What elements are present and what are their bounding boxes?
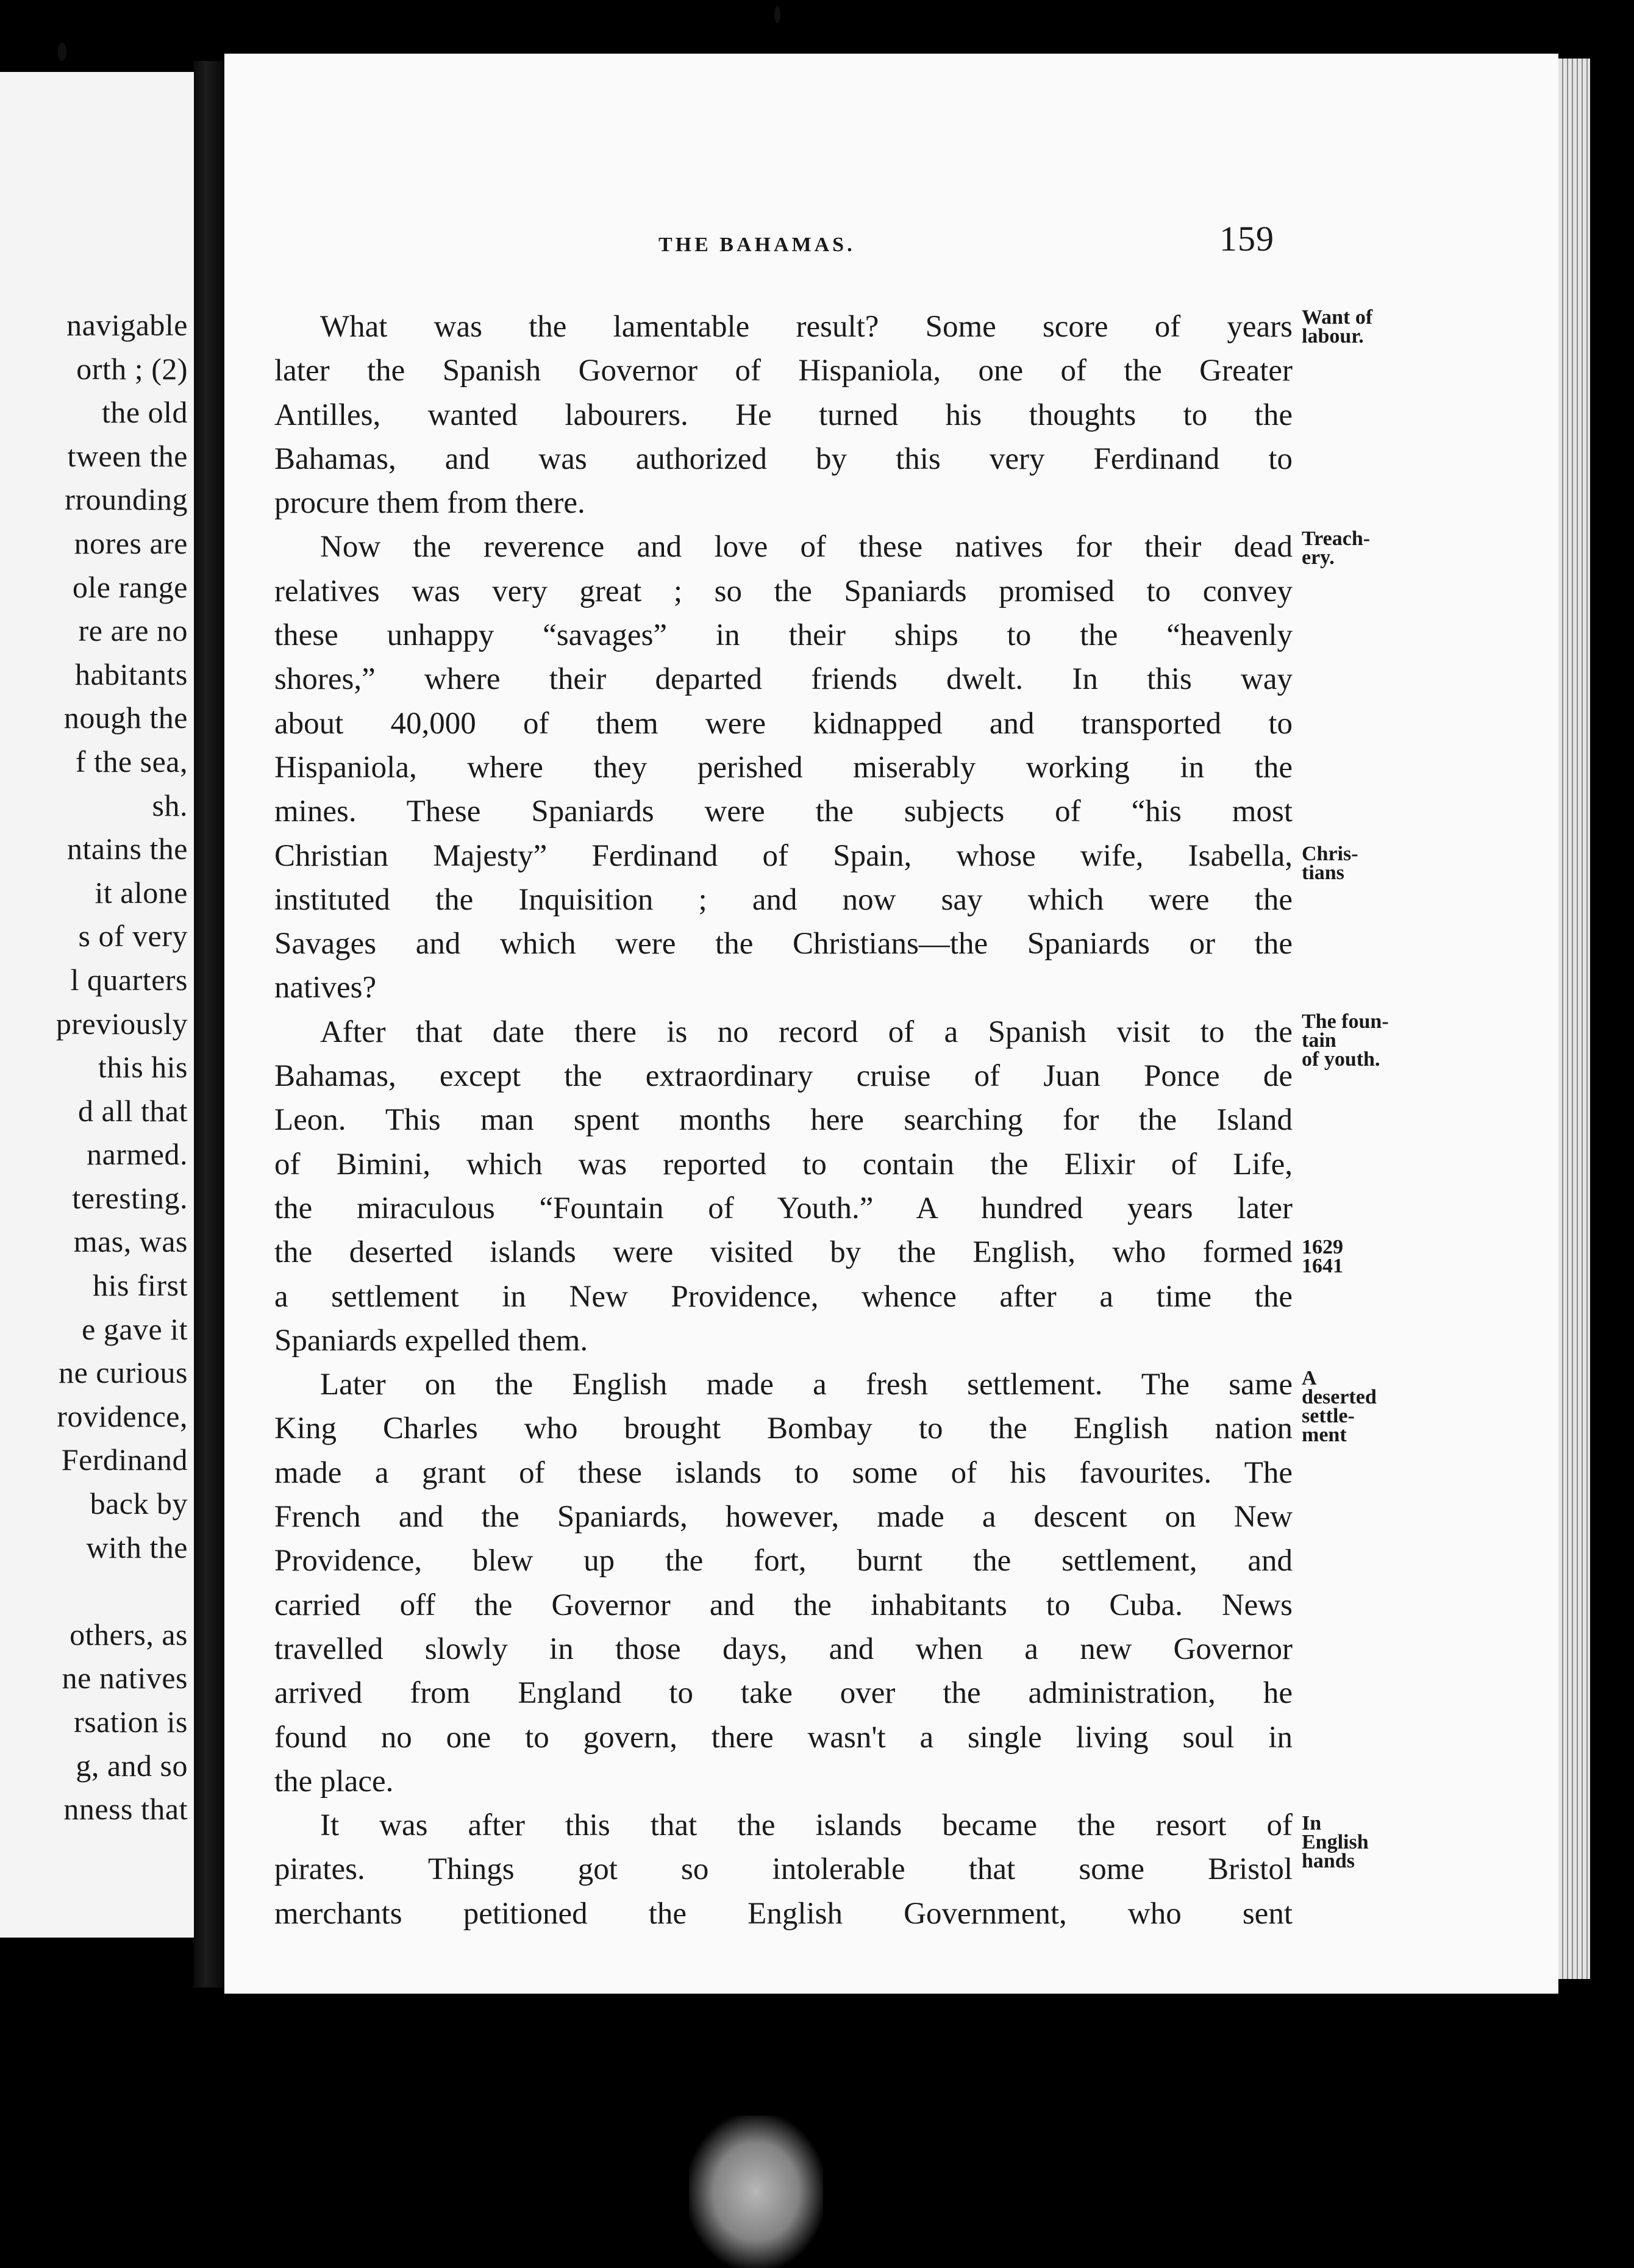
text-line: Now the reverence and love of these natives for their dead <box>320 530 1293 565</box>
margin-note-line: The foun- <box>1302 1010 1389 1033</box>
text-line: procure them from there. <box>274 486 585 521</box>
margin-note-line: A <box>1302 1367 1317 1389</box>
margin-note-line: hands <box>1302 1850 1355 1872</box>
text-line: mines. These Spaniards were the subjects of “his most <box>274 794 1293 829</box>
text-line: these unhappy “savages” in their ships to the “heavenly <box>274 618 1293 653</box>
facing-line: his first <box>93 1268 188 1303</box>
facing-line: nough the <box>63 701 188 735</box>
margin-note-line: tians <box>1302 861 1344 884</box>
facing-line: narmed. <box>87 1137 188 1172</box>
margin-note-line: of youth. <box>1302 1048 1380 1071</box>
text-line: Savages and which were the Christians—the Spaniards or the <box>274 927 1293 961</box>
facing-line: orth ; (2) <box>76 351 188 386</box>
margin-note-line: ment <box>1302 1424 1347 1446</box>
facing-page <box>0 72 194 1938</box>
margin-note-english-hands <box>1302 1814 1424 1870</box>
page-number: 159 <box>1219 219 1274 259</box>
body-text <box>274 305 1293 1936</box>
text-line: Leon. This man spent months here searching for the Island <box>274 1103 1293 1138</box>
facing-line: this his <box>98 1050 188 1085</box>
margin-note-deserted-settlement <box>1302 1369 1424 1444</box>
text-line: French and the Spaniards, however, made a descent on New <box>274 1500 1293 1535</box>
text-line: What was the lamentable result? Some score of years <box>320 310 1293 344</box>
facing-line: teresting. <box>72 1180 188 1215</box>
facing-line: rrounding <box>65 482 188 517</box>
facing-line: with the <box>86 1530 188 1564</box>
text-line: It was after this that the islands became the resort of <box>320 1808 1293 1843</box>
margin-note-line: 1629 <box>1302 1236 1343 1258</box>
text-line: the deserted islands were visited by the English, who formed <box>274 1235 1293 1270</box>
text-line: Providence, blew up the fort, burnt the settlement, and <box>274 1544 1293 1578</box>
text-line: instituted the Inquisition ; and now say which were the <box>274 882 1293 917</box>
margin-note-line: labour. <box>1302 325 1364 348</box>
text-line: After that date there is no record of a Spanish visit to the <box>320 1015 1293 1049</box>
margin-note-line: Chris- <box>1302 843 1358 865</box>
facing-line: tween the <box>67 438 188 473</box>
running-head: THE BAHAMAS. <box>658 234 855 256</box>
text-line: later the Spanish Governor of Hispaniola, one of the Greater <box>274 354 1293 388</box>
facing-line: l quarters <box>70 962 188 997</box>
text-line: pirates. Things got so intolerable that some Bristol <box>274 1852 1293 1887</box>
facing-line: re are no <box>78 613 188 648</box>
margin-note-line: deserted <box>1302 1386 1377 1408</box>
margin-note-line: settle- <box>1302 1405 1355 1427</box>
text-line: travelled slowly in those days, and when a new Governor <box>274 1631 1293 1666</box>
text-line: natives? <box>274 971 377 1005</box>
facing-line: ne natives <box>62 1661 188 1696</box>
scan-smudge <box>689 2116 823 2268</box>
scan-speck <box>774 6 780 23</box>
facing-line: previously <box>55 1006 188 1041</box>
book-gutter <box>194 61 224 1988</box>
scan-speck <box>58 43 66 61</box>
text-line: Christian Majesty” Ferdinand of Spain, whose wife, Isabella, <box>274 838 1293 873</box>
facing-line: nness that <box>63 1792 188 1827</box>
margin-note-line: tain <box>1302 1029 1336 1052</box>
text-line: King Charles who brought Bombay to the English nation <box>274 1411 1293 1446</box>
facing-line: back by <box>90 1486 188 1521</box>
margin-note-dates <box>1302 1238 1424 1275</box>
margin-note-fountain-of-youth <box>1302 1012 1424 1069</box>
facing-line: rsation is <box>74 1705 188 1739</box>
page-edges <box>1558 59 1590 1979</box>
text-line: Spaniards expelled them. <box>274 1323 588 1358</box>
text-line: arrived from England to take over the administration, he <box>274 1676 1293 1711</box>
margin-note-line: In <box>1302 1812 1322 1835</box>
text-line: merchants petitioned the English Government, who sent <box>274 1896 1293 1931</box>
text-line: Bahamas, and was authorized by this very Ferdinand to <box>274 441 1293 476</box>
facing-line: mas, was <box>73 1224 188 1259</box>
facing-line: ole range <box>72 569 188 604</box>
text-line: of Bimini, which was reported to contain the Elixir of Life, <box>274 1147 1293 1182</box>
facing-line: f the sea, <box>75 744 188 779</box>
text-line: Bahamas, except the extraordinary cruise of Juan Ponce de <box>274 1059 1293 1094</box>
margin-note-christians <box>1302 844 1424 882</box>
facing-line: habitants <box>74 657 188 691</box>
facing-page-text <box>11 304 188 1831</box>
text-line: made a grant of these islands to some of his favourites. The <box>274 1455 1293 1490</box>
text-line: the place. <box>274 1764 394 1799</box>
text-line: shores,” where their departed friends dwelt. In this way <box>274 662 1293 697</box>
facing-line: d all that <box>78 1093 188 1128</box>
facing-line: s of very <box>78 919 188 954</box>
text-line: a settlement in New Providence, whence after a time the <box>274 1279 1293 1314</box>
facing-line: e gave it <box>82 1311 188 1346</box>
text-line: found no one to govern, there wasn't a single living soul in <box>274 1720 1293 1755</box>
text-line: carried off the Governor and the inhabitants to Cuba. News <box>274 1588 1293 1622</box>
facing-line: Ferdinand <box>61 1442 188 1477</box>
facing-line: ne curious <box>59 1355 188 1390</box>
facing-line: it alone <box>95 875 188 910</box>
facing-line: others, as <box>70 1617 188 1652</box>
text-line: the miraculous “Fountain of Youth.” A hundred years later <box>274 1191 1293 1225</box>
text-line: relatives was very great ; so the Spaniards promised to convey <box>274 574 1293 608</box>
margin-note-treachery <box>1302 529 1424 567</box>
facing-line <box>11 1569 188 1613</box>
margin-note-line: ery. <box>1302 546 1335 569</box>
margin-note-line: 1641 <box>1302 1255 1343 1277</box>
facing-line: nores are <box>74 526 188 560</box>
margin-note-line: English <box>1302 1831 1369 1853</box>
text-line: Later on the English made a fresh settlement. The same <box>320 1368 1293 1402</box>
text-line: about 40,000 of them were kidnapped and transported to <box>274 706 1293 741</box>
facing-line: sh. <box>152 788 188 822</box>
margin-note-line: Want of <box>1302 306 1373 329</box>
facing-line: navigable <box>66 308 188 342</box>
margin-note-want-of-labour <box>1302 308 1424 346</box>
facing-line: rovidence, <box>57 1399 188 1433</box>
margin-note-line: Treach- <box>1302 527 1371 550</box>
text-line: Hispaniola, where they perished miserably working in the <box>274 750 1293 785</box>
text-line: Antilles, wanted labourers. He turned his thoughts to the <box>274 398 1293 432</box>
facing-line: ntains the <box>66 832 188 866</box>
facing-line: g, and so <box>76 1748 188 1783</box>
facing-line: the old <box>102 395 188 430</box>
